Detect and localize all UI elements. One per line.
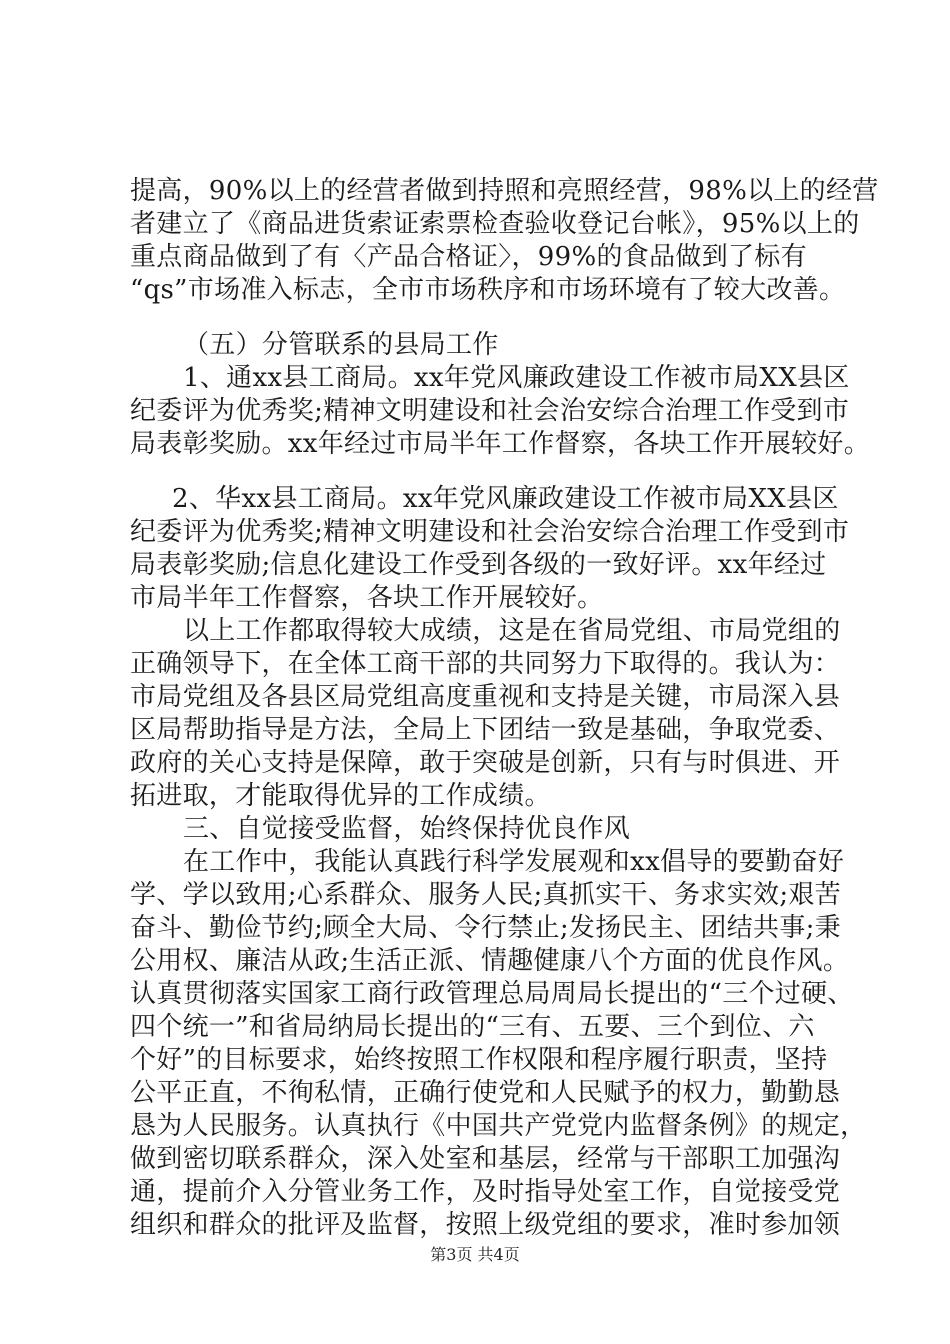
- text-line: 做到密切联系群众，深入处室和基层，经常与干部职工加强沟: [130, 1144, 841, 1174]
- section-heading: 三、自觉接受监督，始终保持优良作风: [183, 814, 631, 844]
- text-line: 通，提前介入分管业务工作，及时指导处室工作，自觉接受党: [130, 1177, 841, 1207]
- text-line: 纪委评为优秀奖;精神文明建设和社会治安综合治理工作受到市: [130, 517, 850, 547]
- text-line: 市局党组及各县区局党组高度重视和支持是关键，市局深入县: [130, 682, 841, 712]
- text-line: 组织和群众的批评及监督，按照上级党组的要求，准时参加领: [130, 1210, 841, 1240]
- text-line: 个好”的目标要求，始终按照工作权限和程序履行职责，坚持: [130, 1045, 828, 1075]
- text-line: 局表彰奖励;信息化建设工作受到各级的一致好评。xx年经过: [130, 550, 827, 580]
- text-line: 政府的关心支持是保障，敢于突破是创新，只有与时俱进、开: [130, 748, 841, 778]
- text-line: 局表彰奖励。xx年经过市局半年工作督察，各块工作开展较好。: [130, 429, 871, 459]
- section-heading: （五）分管联系的县局工作: [183, 330, 499, 360]
- text-line: 学、学以致用;心系群众、服务人民;真抓实干、务求实效;艰苦: [130, 880, 841, 910]
- text-line: 者建立了《商品进货索证索票检查验收登记台帐》，95%以上的: [130, 209, 860, 239]
- text-line: 市局半年工作督察，各块工作开展较好。: [130, 583, 604, 613]
- text-line: 认真贯彻落实国家工商行政管理总局周局长提出的“三个过硬、: [130, 979, 854, 1009]
- text-line: 正确领导下，在全体工商干部的共同努力下取得的。我认为：: [130, 649, 841, 679]
- text-line: 公用权、廉洁从政;生活正派、情趣健康八个方面的优良作风。: [130, 946, 850, 976]
- text-line: 1、通xx县工商局。xx年党风廉政建设工作被市局XX县区: [183, 363, 850, 393]
- text-line: 提高，90%以上的经营者做到持照和亮照经营，98%以上的经营: [130, 176, 879, 206]
- text-line: 重点商品做到了有〈产品合格证〉，99%的食品做到了标有: [130, 242, 807, 272]
- text-line: 恳为人民服务。认真执行《中国共产党党内监督条例》的规定，: [130, 1111, 867, 1141]
- text-line: 公平正直，不徇私情，正确行使党和人民赋予的权力，勤勤恳: [130, 1078, 841, 1108]
- text-line: 纪委评为优秀奖;精神文明建设和社会治安综合治理工作受到市: [130, 396, 850, 426]
- text-line: 四个统一”和省局纳局长提出的“三有、五要、三个到位、六: [130, 1012, 815, 1042]
- text-line: 区局帮助指导是方法，全局上下团结一致是基础，争取党委、: [130, 715, 841, 745]
- text-line: 2、华xx县工商局。xx年党风廉政建设工作被市局XX县区: [172, 484, 839, 514]
- text-line: 在工作中，我能认真践行科学发展观和xx倡导的要勤奋好: [183, 847, 845, 877]
- text-line: 拓进取，才能取得优异的工作成绩。: [130, 781, 551, 811]
- text-line: “qs”市场准入标志，全市市场秩序和市场环境有了较大改善。: [130, 275, 846, 305]
- text-line: 以上工作都取得较大成绩，这是在省局党组、市局党组的: [183, 616, 841, 646]
- text-line: 奋斗、勤俭节约;顾全大局、令行禁止;发扬民主、团结共事;秉: [130, 913, 841, 943]
- page-number-footer: 第3页 共4页: [430, 1245, 520, 1264]
